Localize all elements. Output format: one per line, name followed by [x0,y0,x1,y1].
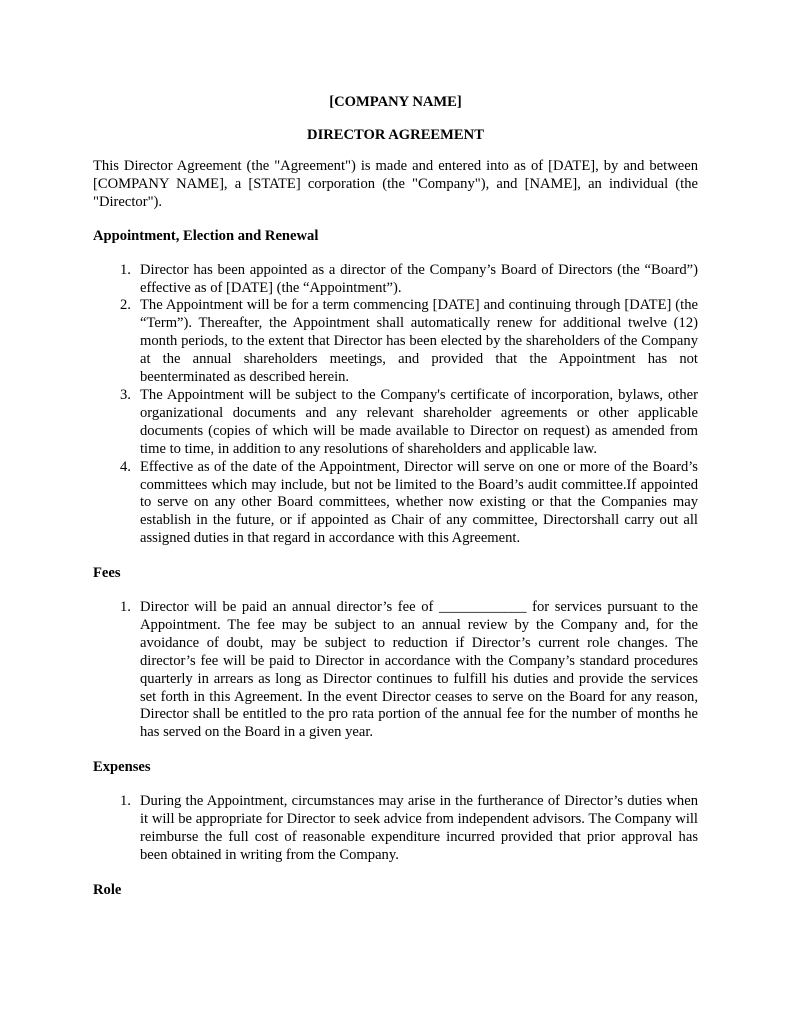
clause-number: 1. [120,261,131,278]
clause-text: Director will be paid an annual director’s fee of ____________ for services pursuant to the Appointment. The fee may be subject to an annual review by the Company and, for the avoidance of doubt, may be subject to reduction if Director’s current role changes. The director’s fee will be paid to Director in accordance with the Company’s standard procedures quarterly in arrears as long as Director continues to fulfill his duties and provide the services set forth in this Agreement. In the event Director ceases to serve on the Board for any reason, Director shall be entitled to the pro rata portion of the annual fee for the number of months he has served on the Board in a given year. [140,599,698,741]
clause-number: 2. [120,297,131,314]
clause-item [93,459,698,549]
section-fees [93,565,698,742]
section-appointment [93,228,698,548]
clause-text: Director has been appointed as a director of the Company’s Board of Directors (the “Board”) effective as of [DATE] (the “Appointment”). [140,261,698,296]
clause-text: During the Appointment, circumstances may arise in the furtherance of Director’s duties when it will be appropriate for Director to seek advice from independent advisors. The Company will reimburse the full cost of reasonable expenditure incurred provided that prior approval has been obtained in writing from the Company. [140,793,698,863]
clause-text: The Appointment will be for a term commencing [DATE] and continuing through [DATE] (the “Term”). Thereafter, the Appointment shall automatically renew for additional twelve (12) month periods, to the extent that Director has been elected by the shareholders of the Company at the annual shareholders meetings, and provided that the Appointment has not beenterminated as described herein. [140,297,698,386]
clause-item [93,262,698,298]
clause-item [93,297,698,387]
clause-number: 1. [120,599,131,616]
section-expenses [93,759,698,865]
clause-list [93,262,698,549]
clause-number: 1. [120,793,131,810]
clause-text: The Appointment will be subject to the Company's certificate of incorporation, bylaws, other organizational documents and any relevant shareholder agreements or other applicable documents (copies of which will be made available to Director on request) as amended from time to time, in addition to any resolutions of shareholders and applicable law. [140,386,698,457]
intro-paragraph: This Director Agreement (the "Agreement") is made and entered into as of [DATE], by and between [COMPANY NAME], a [STATE] corporation (the "Company"), and [NAME], an individual (the "Director"). [93,158,698,210]
company-name-heading: [COMPANY NAME] [329,94,462,110]
clause-text: Effective as of the date of the Appointment, Director will serve on one or more of the Board’s committees which may include, but not be limited to the Board’s audit committee.If appointed to serve on any other Board committees, whether now existing or that the Companies may establish in the future, or if appointed as Chair of any committee, Directorshall carry out all assigned duties in that regard in accordance with this Agreement. [140,458,698,547]
clause-list [93,599,698,742]
clause-number: 3. [120,386,131,403]
clause-list [93,793,698,865]
section-heading: Role [93,881,122,898]
section-heading: Appointment, Election and Renewal [93,227,319,244]
document-page [93,92,698,900]
clause-item [93,387,698,459]
clause-item [93,793,698,865]
section-heading: Expenses [93,759,151,776]
section-heading: Fees [93,565,121,582]
document-title: DIRECTOR AGREEMENT [307,127,484,143]
section-role [93,882,698,900]
clause-item [93,599,698,742]
clause-number: 4. [120,458,131,475]
